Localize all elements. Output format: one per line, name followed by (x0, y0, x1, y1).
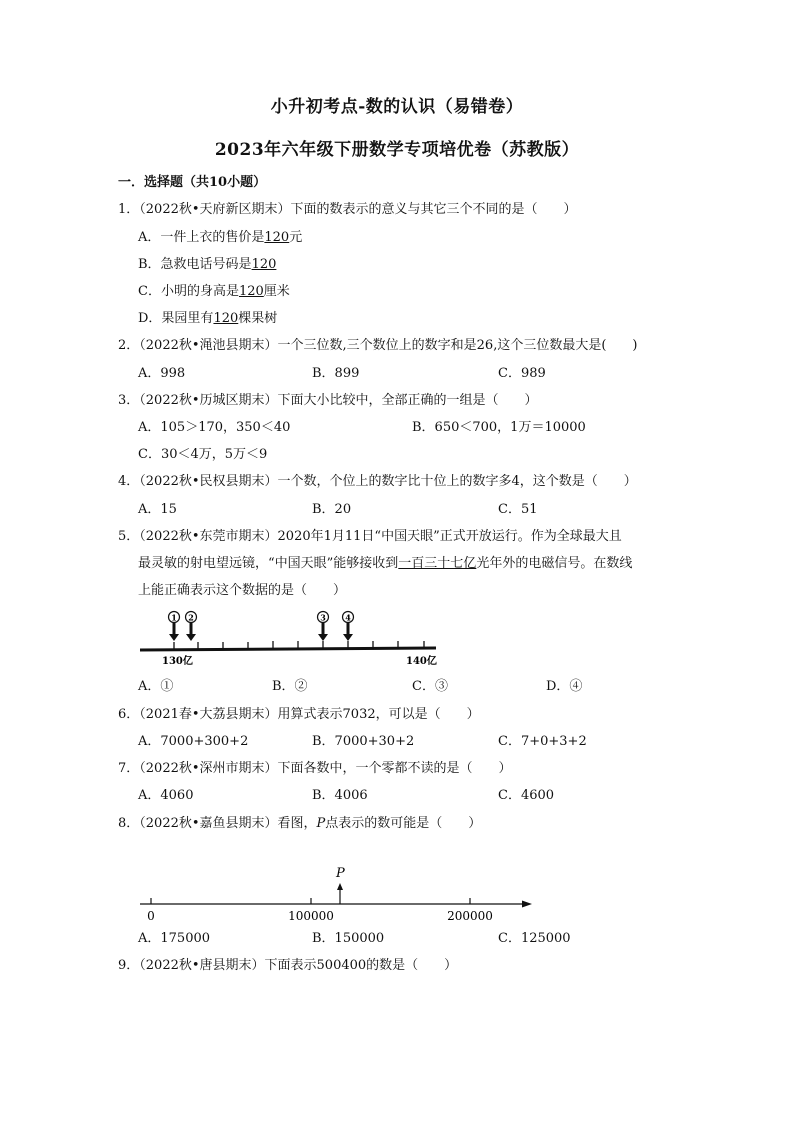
q3-option-c: C．30＜4万，5万＜9 (138, 447, 268, 462)
q3-option-a: A．105＞170，350＜40 (138, 420, 291, 435)
q5-arrow-2 (186, 612, 197, 642)
q8-option-c: C．125000 (498, 931, 571, 946)
q5-arrow-3 (318, 612, 329, 642)
q6-option-b: B．7000+30+2 (312, 734, 415, 749)
q5-option-d: D．④ (546, 679, 583, 694)
q1-option-c: C．小明的身高是120厘米 (138, 284, 290, 299)
q1-option-a: A．一件上衣的售价是120元 (138, 230, 303, 245)
q4-stem: 4．（2022秋•民权县期末）一个数，个位上的数字比十位上的数字多4，这个数是（ ） (118, 474, 637, 489)
q7-option-a: A．4060 (138, 788, 194, 803)
q8-axis-arrowhead (522, 901, 532, 908)
q8-tick-200000: 200000 (447, 909, 493, 923)
svg-text:3: 3 (320, 612, 326, 623)
q8-number-line-figure (136, 862, 536, 924)
q4-option-b: B．20 (312, 502, 352, 517)
svg-text:1: 1 (171, 612, 177, 623)
q6-option-a: A．7000+300+2 (138, 734, 249, 749)
q2-stem: 2．（2022秋•渑池县期末）一个三位数,三个数位上的数字和是26,这个三位数最大是( ) (118, 338, 638, 353)
q5-line3: 上能正确表示这个数据的是（ ） (138, 583, 347, 598)
q5-label-130: 130亿 (162, 656, 193, 667)
q2-option-c: C．989 (498, 366, 546, 381)
q3-stem: 3．（2022秋•历城区期末）下面大小比较中，全部正确的一组是（ ） (118, 393, 538, 408)
q7-option-b: B．4006 (312, 788, 368, 803)
q8-option-b: B．150000 (312, 931, 385, 946)
q5-arrow-4 (343, 612, 354, 642)
q8-point-label: P (336, 866, 345, 881)
q1-option-b: B．急救电话号码是120 (138, 257, 277, 272)
q8-tick-100000: 100000 (288, 909, 334, 923)
q4-option-c: C．51 (498, 502, 538, 517)
q5-line1: 5．（2022秋•东莞市期末）2020年1月11日“中国天眼”正式开放运行。作为全球最大且 (118, 529, 622, 544)
q9-stem: 9．（2022秋•唐县期末）下面表示500400的数是（ ） (118, 958, 458, 973)
q1-stem: 1．（2022秋•天府新区期末）下面的数表示的意义与其它三个不同的是（ ） (118, 202, 577, 217)
q5-option-b: B．② (272, 679, 308, 694)
q5-line2: 最灵敏的射电望远镜，“中国天眼”能够接收到一百三十七亿光年外的电磁信号。在数线 (138, 556, 633, 571)
q1-option-d: D．果园里有120棵果树 (138, 311, 278, 326)
q5-option-c: C．③ (412, 679, 448, 694)
page-subtitle: 2023年六年级下册数学专项培优卷（苏教版） (214, 140, 580, 160)
q3-option-b: B．650＜700，1万＝10000 (412, 420, 586, 435)
svg-text:4: 4 (345, 612, 351, 623)
q2-option-b: B．899 (312, 366, 360, 381)
q6-option-c: C．7+0+3+2 (498, 734, 587, 749)
q7-stem: 7．（2022秋•深州市期末）下面各数中，一个零都不读的是（ ） (118, 761, 512, 776)
q5-arrow-1 (169, 612, 180, 642)
q7-option-c: C．4600 (498, 788, 555, 803)
q4-option-a: A．15 (138, 502, 177, 517)
svg-text:2: 2 (188, 612, 194, 623)
q8-option-a: A．175000 (138, 931, 211, 946)
q8-tick-0: 0 (147, 909, 155, 923)
q2-option-a: A．998 (138, 366, 186, 381)
q5-number-line-figure (136, 608, 446, 670)
q5-option-a: A．① (138, 679, 174, 694)
q8-stem: 8．（2022秋•嘉鱼县期末）看图，P点表示的数可能是（ ） (118, 816, 482, 831)
page-title: 小升初考点-数的认识（易错卷） (270, 97, 524, 117)
section-heading: 一．选择题（共10小题） (118, 175, 267, 190)
q8-point-p-arrow (337, 883, 343, 904)
q5-label-140: 140亿 (406, 656, 437, 667)
q6-stem: 6．（2021春•大荔县期末）用算式表示7032，可以是（ ） (118, 707, 480, 722)
q5-axis (140, 648, 436, 650)
